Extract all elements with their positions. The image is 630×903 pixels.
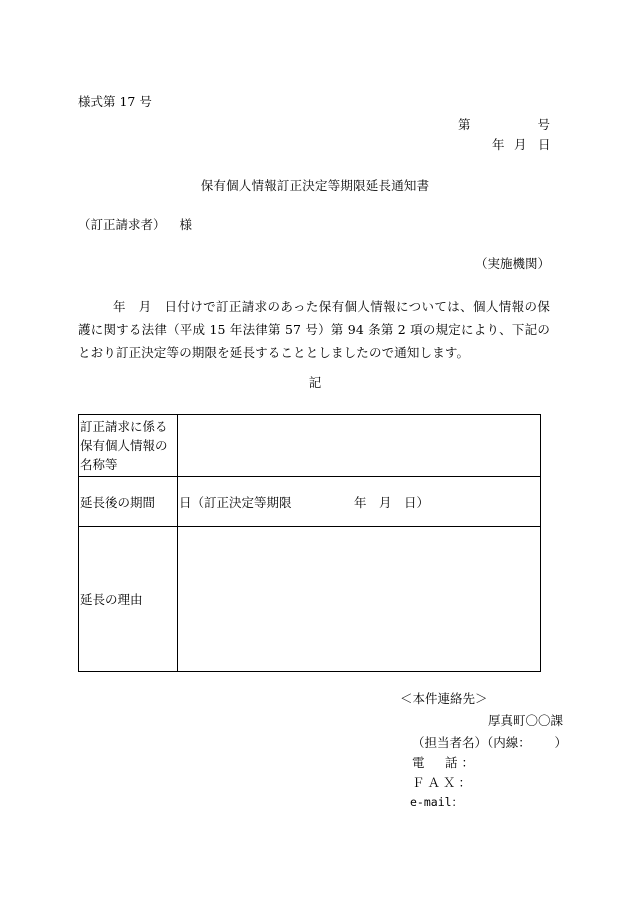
table-value-extended-period: 日（訂正決定等期限 年 月 日） — [178, 477, 541, 527]
document-title: 保有個人情報訂正決定等期限延長通知書 — [200, 178, 430, 193]
document-number-suffix: 号 — [537, 117, 550, 132]
contact-department: 厚真町〇〇課 — [487, 713, 563, 728]
details-table — [78, 414, 541, 672]
body-paragraph: 年 月 日付けで訂正請求のあった保有個人情報については、個人情報の保護に関する法律（平成 15 年法律第 57 号）第 94 条第 2 項の規定により、下記のとおり訂正決定等の期限を延長することとしましたので通知します。 — [78, 299, 550, 360]
ki-heading: 記 — [308, 375, 322, 390]
table-row — [79, 477, 541, 527]
contact-person — [412, 737, 567, 750]
table-row — [79, 415, 541, 477]
date-day: 日 — [538, 137, 551, 152]
addressee-honorific: 様 — [179, 217, 193, 232]
date-year: 年 — [492, 137, 505, 152]
implementing-institution: （実施機関） — [474, 256, 550, 271]
addressee — [78, 219, 192, 232]
contact-heading: ＜本件連絡先＞ — [400, 691, 488, 706]
table-value-info-name — [178, 415, 541, 477]
document-number-prefix: 第 — [458, 117, 471, 132]
contact-person-close: ） — [554, 735, 568, 750]
date-month: 月 — [514, 137, 527, 152]
table-value-extension-reason — [178, 527, 541, 672]
table-row — [79, 527, 541, 672]
contact-email: e-mail： — [410, 795, 464, 809]
table-label-extension-reason: 延長の理由 — [79, 527, 178, 672]
form-number: 様式第 17 号 — [78, 94, 152, 109]
addressee-name: （訂正請求者） — [78, 217, 166, 232]
contact-fax: ＦＡＸ： — [412, 775, 475, 790]
contact-phone: 電 話： — [412, 755, 479, 770]
table-label-extended-period: 延長後の期間 — [79, 477, 178, 527]
table-label-info-name: 訂正請求に係る保有個人情報の名称等 — [79, 415, 178, 477]
contact-person-label: （担当者名）（内線： — [412, 735, 525, 750]
